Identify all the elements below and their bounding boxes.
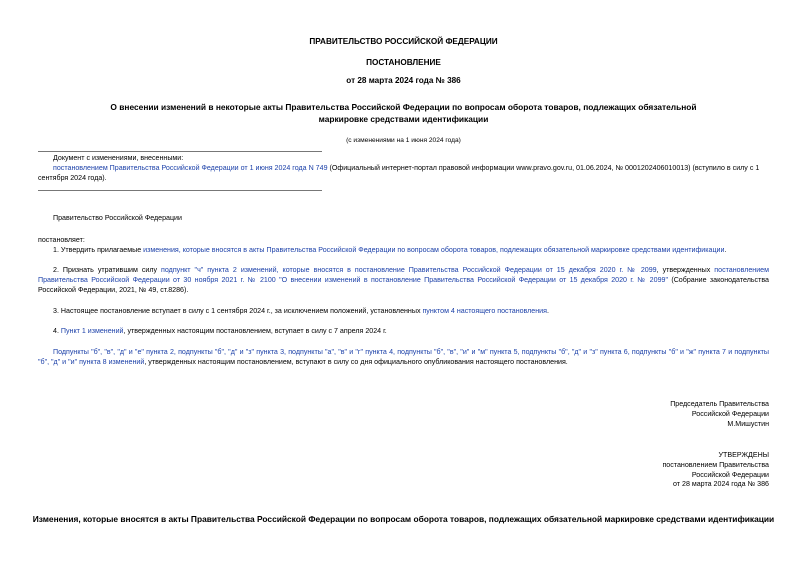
changes-block (38, 154, 770, 183)
paragraph-2 (38, 266, 769, 295)
signature-line-2: Российской Федерации (691, 409, 769, 418)
divider-bottom (38, 190, 322, 191)
p2-end: (Собрание законодательства Российской Федерации, 2021, № 49, ст.8286). (38, 275, 769, 294)
divider-top (38, 151, 322, 152)
p2-text: 2. Признать утратившим силу (53, 266, 162, 274)
government-title: ПРАВИТЕЛЬСТВО РОССИЙСКОЙ ФЕДЕРАЦИИ (309, 37, 498, 46)
approval-line-4: от 28 марта 2024 года № 386 (672, 480, 769, 489)
approval-line-2: постановлением Правительства (662, 460, 769, 469)
changes-tail: (Официальный интернет-портал правовой информации www.pravo.gov.ru, 01.06.2024, № 0001202406010013) (вступило в силу с 1 сентября 2024 года). (38, 163, 760, 182)
document-date-number: от 28 марта 2024 года № 386 (346, 76, 461, 85)
p2-mid: , утвержденных (656, 266, 715, 274)
p2-link-subpoint[interactable]: подпункт "ч" пункта 2 изменений, которые вносятся в постановление Правительства Российской Федерации от 15 декабря 2020 г. № 2099 (161, 266, 657, 274)
changes-text (38, 164, 770, 184)
p3-link-point4[interactable]: пунктом 4 настоящего постановления (422, 307, 547, 315)
p4-end: , утвержденных настоящим постановлением, вступает в силу с 7 апреля 2024 г. (123, 327, 387, 335)
signature-line-1: Председатель Правительства (670, 400, 769, 408)
organization-name: Правительство Российской Федерации (53, 214, 182, 222)
document-type: ПОСТАНОВЛЕНИЕ (366, 58, 441, 67)
document-title: О внесении изменений в некоторые акты Правительства Российской Федерации по вопросам оборота товаров, подлежащих обязательной маркировке средствами идентификации (110, 102, 697, 124)
p1-text: 1. Утвердить прилагаемые (53, 246, 144, 254)
changes-link-749[interactable]: постановлением Правительства Российской Федерации от 1 июня 2024 года N 749 (53, 163, 328, 172)
approval-line-3: Российской Федерации (691, 470, 769, 479)
resolves-label: постановляет: (38, 236, 85, 244)
p4-link-point1[interactable]: Пункт 1 изменений (60, 327, 124, 335)
p5-link-subpoints[interactable]: Подпункты "б", "в", "д" и "е" пункта 2, подпункты "б", "д" и "з" пункта 3, подпункты "а", "в" и "г" пункта 4, подпункты "б", "в", "и" и "м" пункта 5, подпункты "б", "д" и "з" пункта 6, подпункты "б" и "ж" пункта 7 и подпункты "б", "д" и "и" пункта 8 изменений (38, 348, 769, 366)
changes-title: Изменения, которые вносятся в акты Правительства Российской Федерации по вопросам оборота товаров, подлежащих обязательной маркировке средствами идентификации (32, 514, 775, 524)
p2-link-resolution-2100[interactable]: постановлением Правительства Российской Федерации от 30 ноября 2021 г. № 2100 "О внесении изменений в постановление Правительства Российской Федерации от 15 декабря 2020 г. № 2099" (38, 266, 769, 284)
signature-block (670, 400, 769, 429)
approval-line-1: УТВЕРЖДЕНЫ (718, 451, 769, 459)
changes-intro: Документ с изменениями, внесенными: (53, 154, 184, 162)
paragraph-4 (38, 327, 769, 337)
p3-text: 3. Настоящее постановление вступает в силу с 1 сентября 2024 г., за исключением положений, установленных (53, 307, 423, 315)
approval-block (662, 451, 769, 490)
p4-text: 4. (53, 327, 61, 335)
revision-note: (с изменениями на 1 июня 2024 года) (346, 137, 461, 144)
p1-end: . (724, 246, 727, 254)
paragraph-5 (38, 348, 769, 368)
p5-end: , утвержденных настоящим постановлением, вступают в силу со дня официального опубликования настоящего постановления. (144, 357, 568, 366)
paragraph-3 (38, 307, 769, 317)
p1-link-changes[interactable]: изменения, которые вносятся в акты Правительства Российской Федерации по вопросам оборота товаров, подлежащих обязательной маркировке средствами идентификации (143, 246, 725, 254)
p3-end: . (546, 307, 549, 315)
signature-name: М.Мишустин (727, 419, 769, 428)
paragraph-1 (38, 246, 769, 256)
